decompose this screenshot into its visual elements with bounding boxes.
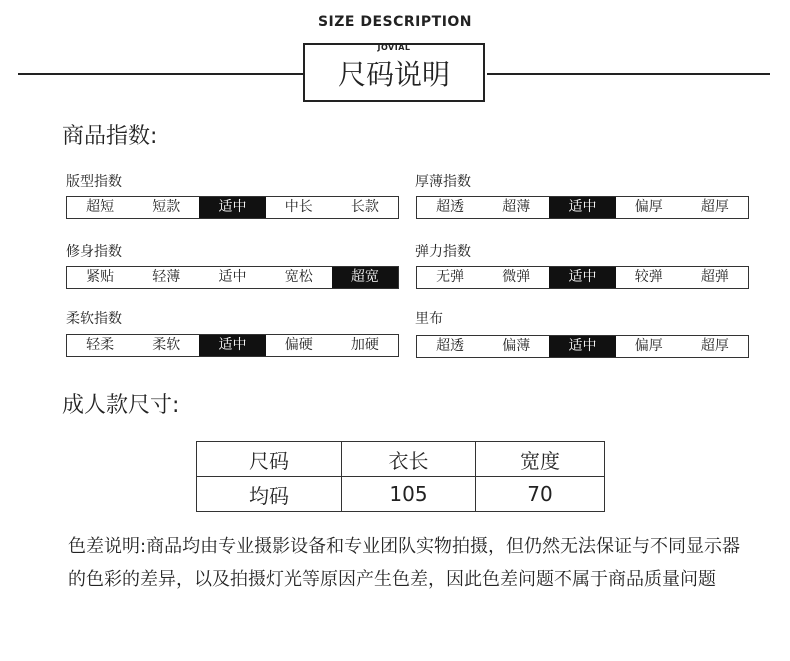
size-table-row [197, 477, 605, 512]
index-scale-slim [66, 266, 399, 289]
index-scale-thickness [416, 196, 749, 219]
index-option: 轻柔 [86, 337, 115, 353]
index-label-slim: 修身指数 [66, 244, 122, 260]
index-option: 偏薄 [502, 338, 531, 354]
page-title: 尺码说明 [337, 58, 450, 91]
index-option: 柔软 [152, 337, 181, 353]
index-option: 偏硬 [284, 337, 313, 353]
index-scale-softness [66, 334, 399, 357]
size-table-header: 宽度 [476, 442, 605, 477]
index-option: 微弹 [502, 269, 531, 285]
index-option-selected: 适中 [549, 336, 615, 357]
index-option: 偏厚 [634, 199, 663, 215]
index-option-selected: 超宽 [332, 267, 398, 288]
size-table-header-row [197, 442, 605, 477]
index-option: 偏厚 [634, 338, 663, 354]
index-option: 超厚 [700, 199, 729, 215]
index-option: 中长 [284, 199, 313, 215]
index-option: 超薄 [502, 199, 531, 215]
index-label-softness: 柔软指数 [66, 311, 122, 327]
index-scale-elasticity [416, 266, 749, 289]
size-table-cell: 70 [476, 477, 605, 512]
index-option: 超弹 [700, 269, 729, 285]
index-scale-fit [66, 196, 399, 219]
index-option-selected: 适中 [199, 197, 265, 218]
index-option: 轻薄 [152, 269, 181, 285]
index-option-selected: 适中 [199, 335, 265, 356]
header-english-title: SIZE DESCRIPTION [317, 14, 473, 30]
title-box [303, 43, 485, 102]
size-table-header: 尺码 [197, 442, 342, 477]
index-option: 超透 [436, 338, 465, 354]
index-option: 长款 [350, 199, 379, 215]
index-label-lining: 里布 [415, 311, 443, 327]
index-label-fit: 版型指数 [66, 174, 122, 190]
header-rule-right [487, 73, 770, 75]
index-option: 紧贴 [86, 269, 115, 285]
index-label-elasticity: 弹力指数 [415, 244, 471, 260]
index-scale-lining [416, 335, 749, 358]
size-table-cell: 105 [342, 477, 476, 512]
size-table-cell: 均码 [197, 477, 342, 512]
header-rule-left [18, 73, 303, 75]
index-option-selected: 适中 [549, 197, 615, 218]
color-difference-note: 色差说明:商品均由专业摄影设备和专业团队实物拍摄，但仍然无法保证与不同显示器的色彩的差异，以及拍摄灯光等原因产生色差，因此色差问题不属于商品质量问题 [68, 536, 741, 590]
index-option: 超厚 [700, 338, 729, 354]
adult-size-heading: 成人款尺寸: [62, 393, 180, 418]
index-option: 适中 [218, 269, 247, 285]
index-option: 短款 [152, 199, 181, 215]
size-table [196, 441, 605, 512]
index-option: 超短 [86, 199, 115, 215]
index-option: 较弹 [634, 269, 663, 285]
brand-label: JOVIAL [377, 43, 411, 52]
index-option: 超透 [436, 199, 465, 215]
index-option: 加硬 [350, 337, 379, 353]
product-index-heading: 商品指数: [62, 124, 158, 149]
index-option: 无弹 [436, 269, 465, 285]
index-option: 宽松 [284, 269, 313, 285]
size-table-header: 衣长 [342, 442, 476, 477]
index-label-thickness: 厚薄指数 [415, 174, 471, 190]
index-option-selected: 适中 [549, 267, 615, 288]
